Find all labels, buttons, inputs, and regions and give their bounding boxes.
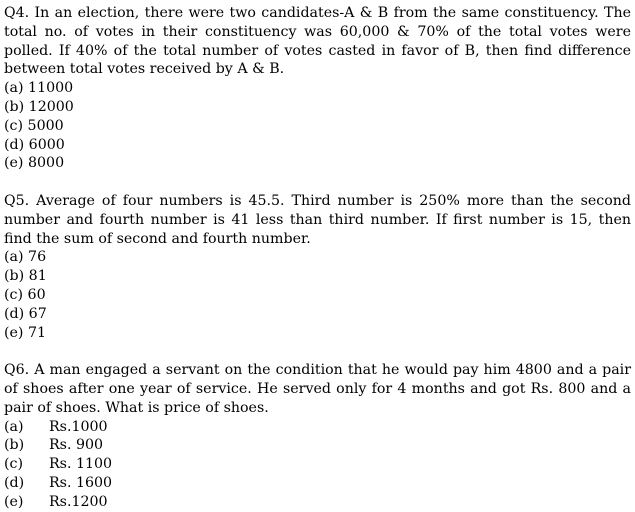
question-text: Q5. Average of four numbers is 45.5. Third number is 250% more than the second number and fourth number is 41 less than third number. If first number is 15, then find the sum of second and fourth number. — [4, 192, 631, 247]
option-value: Rs. 1600 — [49, 474, 113, 491]
option-value: 5000 — [27, 117, 64, 134]
option-value: 11000 — [28, 80, 74, 97]
option-label: (e) — [4, 493, 24, 510]
option-value: 76 — [28, 249, 47, 266]
option-e — [4, 154, 631, 173]
option-label: (b) — [4, 437, 25, 454]
option-d — [4, 474, 631, 493]
option-label: (c) — [4, 456, 24, 473]
option-label: (e) — [4, 324, 24, 341]
option-d — [4, 305, 631, 324]
option-label: (d) — [4, 136, 25, 153]
option-a — [4, 248, 631, 267]
option-value: 6000 — [28, 136, 65, 153]
option-label: (a) — [4, 418, 24, 435]
option-c — [4, 117, 631, 136]
option-b — [4, 98, 631, 117]
option-value: 67 — [28, 305, 47, 322]
option-e — [4, 324, 631, 343]
option-a — [4, 79, 631, 98]
option-c — [4, 286, 631, 305]
option-value: Rs. 1100 — [49, 456, 113, 473]
option-d — [4, 136, 631, 155]
option-c — [4, 455, 631, 474]
option-value: 81 — [28, 268, 47, 285]
question-4 — [4, 4, 631, 173]
question-text: Q4. In an election, there were two candidates-A & B from the same constituency. The total no. of votes in their constituency was 60,000 & 70% of the total votes were polled. If 40% of the total number of votes casted in favor of B, then find difference between total votes received by A & B. — [4, 5, 631, 78]
option-label: (b) — [4, 268, 25, 285]
option-value: Rs.1000 — [49, 418, 108, 435]
option-label: (e) — [4, 155, 24, 172]
option-value: Rs.1200 — [49, 493, 108, 510]
option-value: 12000 — [28, 98, 74, 115]
question-text: Q6. A man engaged a servant on the condition that he would pay him 4800 and a pair of shoes after one year of service. He served only for 4 months and got Rs. 800 and a pair of shoes. What is price of shoes. — [4, 362, 631, 416]
option-b — [4, 267, 631, 286]
option-label: (a) — [4, 80, 24, 97]
option-value: 8000 — [27, 155, 65, 172]
option-b — [4, 436, 631, 455]
option-label: (c) — [4, 286, 24, 303]
option-label: (a) — [4, 249, 24, 266]
option-value: 71 — [27, 324, 47, 341]
option-label: (b) — [4, 98, 25, 115]
option-label: (d) — [4, 305, 25, 322]
option-value: 60 — [27, 286, 46, 303]
option-value: Rs. 900 — [49, 437, 104, 454]
question-5 — [4, 192, 631, 342]
option-a — [4, 418, 631, 437]
option-label: (d) — [4, 474, 25, 491]
option-label: (c) — [4, 117, 24, 134]
question-6 — [4, 361, 631, 511]
